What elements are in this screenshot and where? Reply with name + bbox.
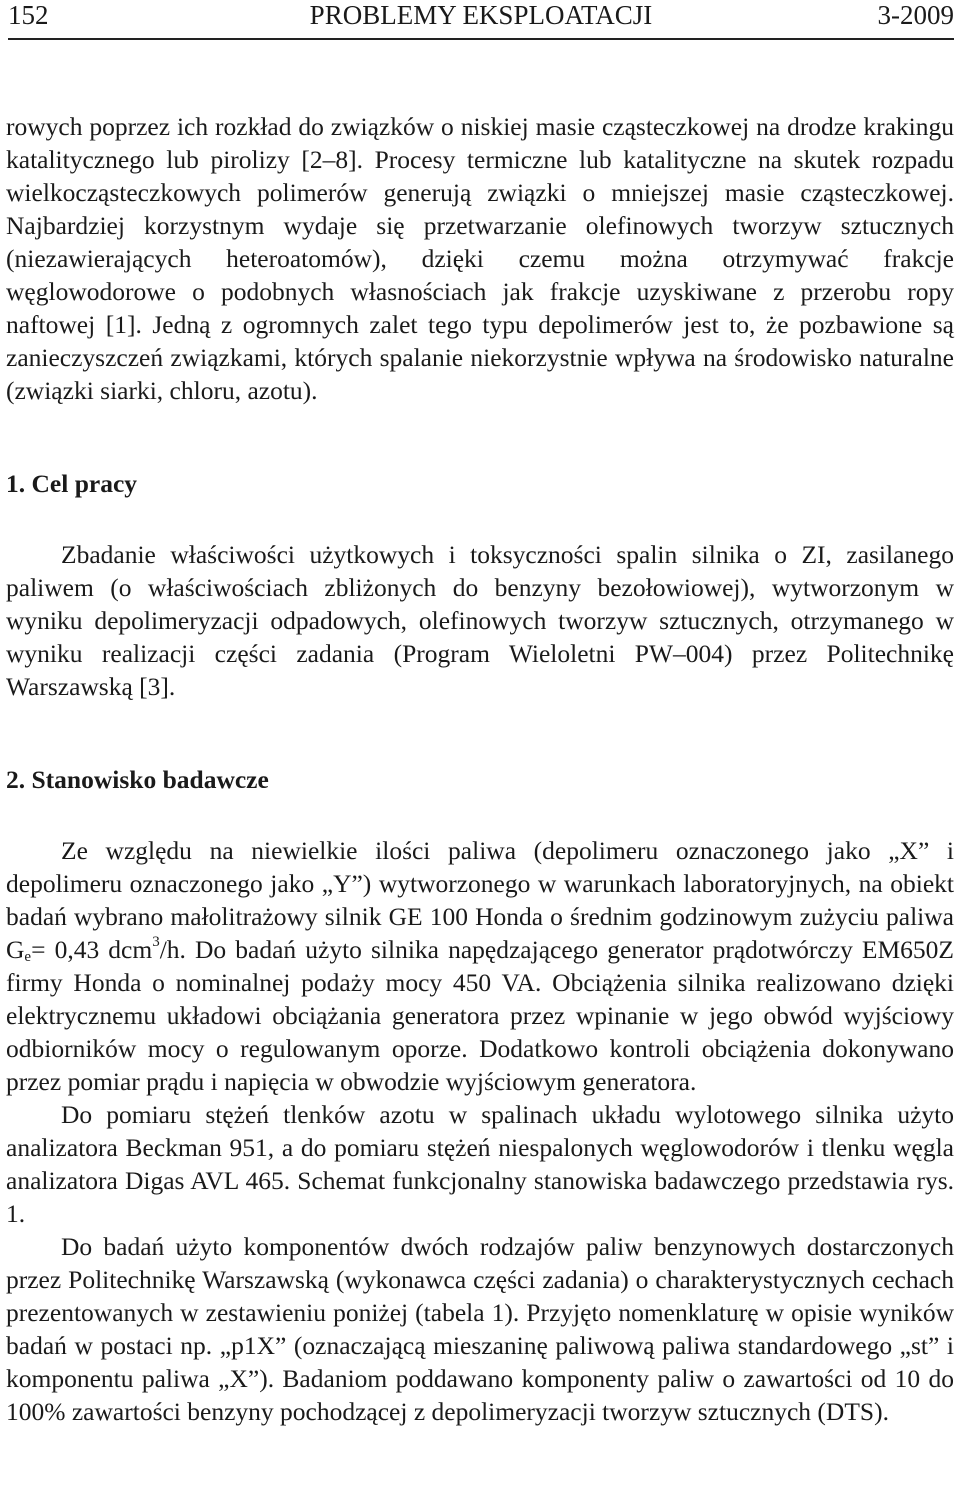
section2-paragraph-3: Do badań użyto komponentów dwóch rodzajów paliw benzynowych dostarczonych przez Politechnikę Warszawską (wykonawca części zadania) o charakterystycznych cechach prezentowanych w zestawieniu poniżej (tabela 1). Przyjęto nomenklaturę w opisie wyników badań w postaci np. „p1X” (oznaczającą mieszaninę paliwową paliwa standardowego „st” i komponentu paliwa „X”). Badaniom poddawano komponenty paliw o zawartości od 10 do 100% zawartości benzyny pochodzącej z depolimeryzacji tworzyw sztucznych (DTS). [6, 1232, 954, 1426]
section-heading-1: 1. Cel pracy [6, 469, 138, 498]
subscript: e [24, 949, 32, 965]
section1-paragraph: Zbadanie właściwości użytkowych i toksyczności spalin silnika o ZI, zasilanego paliwem (o właściwościach zbliżonych do benzyny bezołowiowej), wytworzonym w wyniku depolimeryzacji odpadowych, olefinowych tworzyw sztucznych, otrzymanego w wyniku realizacji części zadania (Program Wieloletni PW–004) przez Politechnikę Warszawską [3]. [6, 540, 954, 701]
running-header [8, 0, 954, 40]
page-number: 152 [8, 0, 49, 30]
superscript: 3 [152, 934, 160, 950]
journal-title: PROBLEMY EKSPLOATACJI [309, 0, 653, 30]
section2-paragraph-1 [6, 834, 954, 1098]
text-run: = 0,43 dcm [31, 935, 153, 964]
issue-number: 3-2009 [877, 0, 954, 30]
text-run: /h. Do badań użyto silnika napędzającego generator prądotwórczy EM650Z firmy Honda o nominalnej podaży mocy 450 VA. Obciążenia silnika realizowano dzięki elektrycznemu układowi obciążania generatora przez wpinanie w jego obwód wyjściowy odbiorników mocy o regulowanym oporze. Dodatkowo kontroli obciążenia dokonywano przez pomiar prądu i napięcia w obwodzie wyjściowym generatora. [6, 935, 954, 1096]
section2-paragraph-2: Do pomiaru stężeń tlenków azotu w spalinach układu wylotowego silnika użyto analizatora Beckman 951, a do pomiaru stężeń niespalonych węglowodorów i tlenku węgla analizatora Digas AVL 465. Schemat funkcjonalny stanowiska badawczego przedstawia rys. 1. [6, 1100, 954, 1228]
article-body [6, 110, 954, 1428]
section-heading-2: 2. Stanowisko badawcze [6, 765, 269, 794]
text-run: Ze względu na niewielkie ilości paliwa (depolimeru oznaczonego jako „X” i depolimeru oznaczonego jako „Y”) wytworzonego w warunkach laboratoryjnych, na obiekt badań wybrano małolitrażowy silnik GE 100 Honda o średnim godzinowym zużyciu paliwa G [6, 836, 954, 964]
intro-paragraph: rowych poprzez ich rozkład do związków o niskiej masie cząsteczkowej na drodze krakingu katalitycznego lub pirolizy [2–8]. Procesy termiczne lub katalityczne na skutek rozpadu wielkocząsteczkowych polimerów generują związki o mniejszej masie cząsteczkowej. Najbardziej korzystnym wydaje się przetwarzanie olefinowych tworzyw sztucznych (niezawierających heteroatomów), dzięki czemu można otrzymywać frakcje węglowodorowe o podobnych własnościach jak frakcje uzyskiwane z przerobu ropy naftowej [1]. Jedną z ogromnych zalet tego typu depolimerów jest to, że pozbawione są zanieczyszczeń związkami, których spalanie niekorzystnie wpływa na środowisko naturalne (związki siarki, chloru, azotu). [6, 112, 954, 405]
